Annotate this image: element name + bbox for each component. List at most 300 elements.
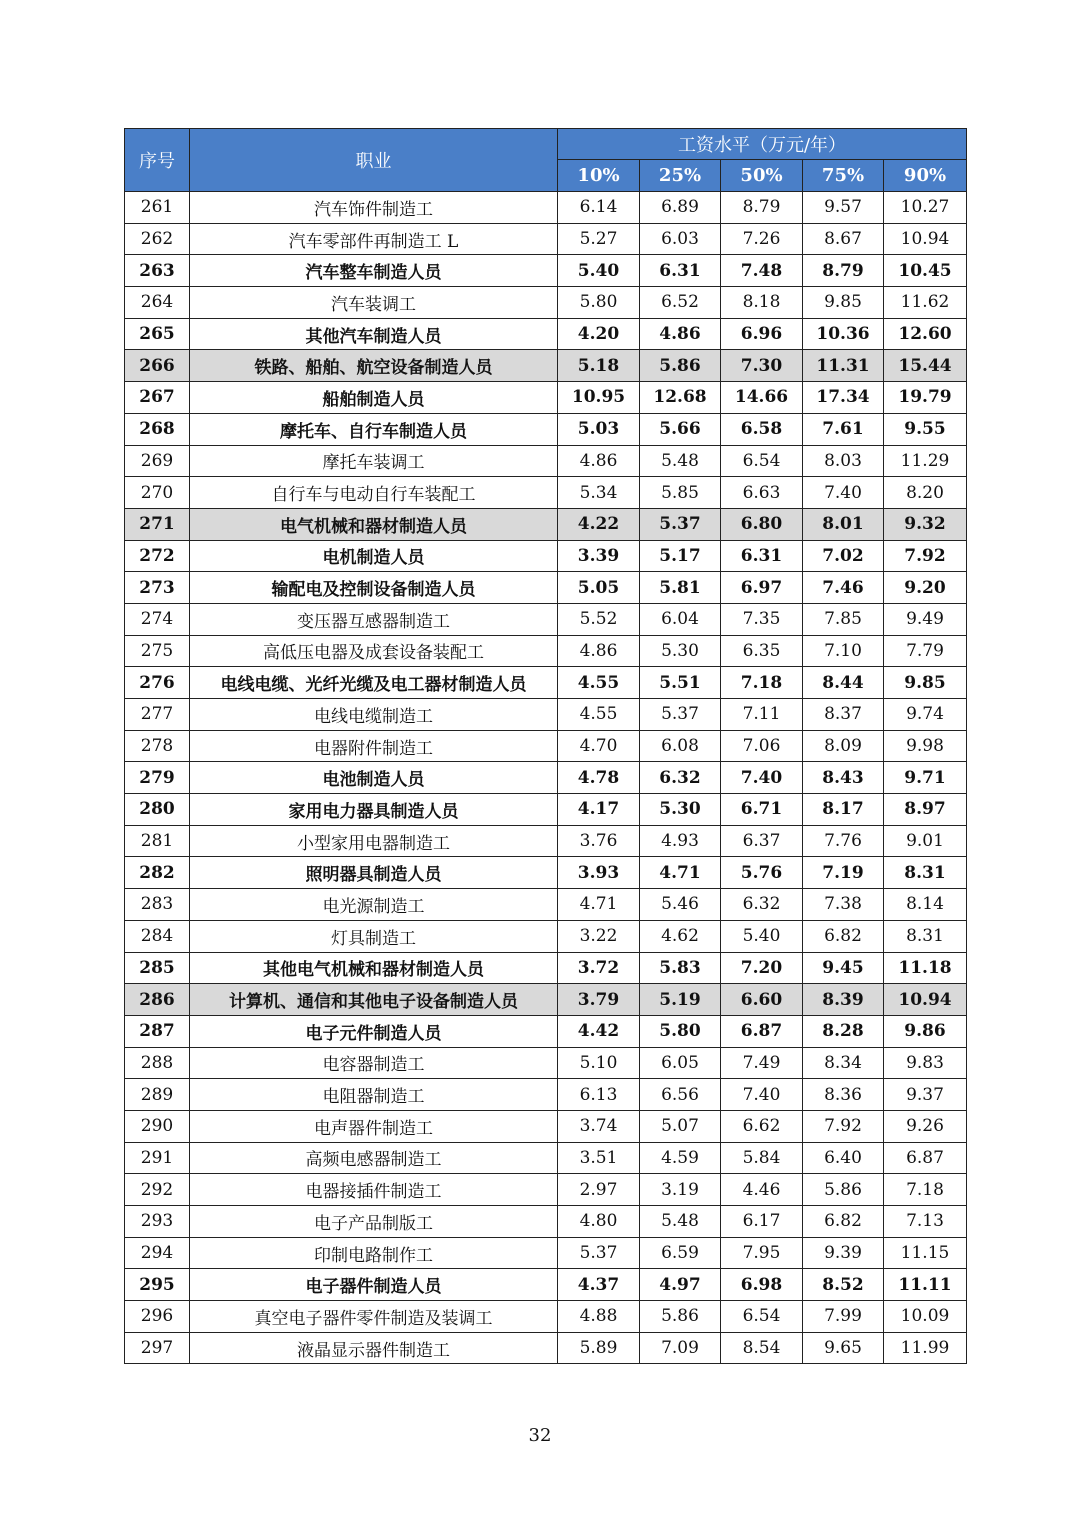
row-p10-cell: 4.71 xyxy=(558,889,640,921)
row-p25-cell: 6.59 xyxy=(640,1237,721,1269)
row-p75-cell: 6.40 xyxy=(803,1142,884,1174)
table-row xyxy=(125,920,967,952)
table-row xyxy=(125,794,967,826)
row-p75-cell: 7.99 xyxy=(803,1301,884,1333)
row-p75-cell: 8.03 xyxy=(803,445,884,477)
row-p50-cell: 6.71 xyxy=(721,794,803,826)
row-occupation-cell: 汽车零部件再制造工 L xyxy=(190,223,558,255)
table-row xyxy=(125,540,967,572)
row-p50-cell: 6.54 xyxy=(721,1301,803,1333)
row-p90-cell: 11.99 xyxy=(884,1332,967,1364)
row-p75-cell: 8.34 xyxy=(803,1047,884,1079)
row-p90-cell: 7.13 xyxy=(884,1206,967,1238)
row-p50-cell: 4.46 xyxy=(721,1174,803,1206)
row-p50-cell: 7.95 xyxy=(721,1237,803,1269)
row-p10-cell: 4.55 xyxy=(558,699,640,731)
row-index-cell: 270 xyxy=(125,477,190,509)
row-p50-cell: 5.84 xyxy=(721,1142,803,1174)
table-row xyxy=(125,1142,967,1174)
row-p10-cell: 3.39 xyxy=(558,540,640,572)
row-p75-cell: 7.46 xyxy=(803,572,884,604)
row-p75-cell: 10.36 xyxy=(803,318,884,350)
row-index-cell: 295 xyxy=(125,1269,190,1301)
table-row xyxy=(125,984,967,1016)
row-p50-cell: 8.54 xyxy=(721,1332,803,1364)
row-p10-cell: 6.13 xyxy=(558,1079,640,1111)
row-index-cell: 282 xyxy=(125,857,190,889)
row-p75-cell: 8.43 xyxy=(803,762,884,794)
row-p10-cell: 4.80 xyxy=(558,1206,640,1238)
row-index-cell: 269 xyxy=(125,445,190,477)
row-p25-cell: 6.08 xyxy=(640,730,721,762)
row-p10-cell: 3.72 xyxy=(558,952,640,984)
row-p10-cell: 3.93 xyxy=(558,857,640,889)
table-row xyxy=(125,1015,967,1047)
row-occupation-cell: 高低压电器及成套设备装配工 xyxy=(190,635,558,667)
row-p10-cell: 5.40 xyxy=(558,255,640,287)
row-p90-cell: 11.29 xyxy=(884,445,967,477)
row-index-cell: 276 xyxy=(125,667,190,699)
table-header xyxy=(125,129,967,192)
row-occupation-cell: 船舶制造人员 xyxy=(190,382,558,414)
table-row xyxy=(125,223,967,255)
row-p90-cell: 15.44 xyxy=(884,350,967,382)
row-p25-cell: 5.85 xyxy=(640,477,721,509)
row-p25-cell: 5.86 xyxy=(640,1301,721,1333)
row-p10-cell: 5.27 xyxy=(558,223,640,255)
table-row xyxy=(125,572,967,604)
row-index-cell: 284 xyxy=(125,920,190,952)
table-row xyxy=(125,445,967,477)
row-p25-cell: 4.93 xyxy=(640,825,721,857)
table-row xyxy=(125,1206,967,1238)
row-index-cell: 278 xyxy=(125,730,190,762)
row-p75-cell: 7.85 xyxy=(803,603,884,635)
row-p50-cell: 7.18 xyxy=(721,667,803,699)
row-p25-cell: 5.48 xyxy=(640,445,721,477)
row-p10-cell: 4.37 xyxy=(558,1269,640,1301)
row-index-cell: 289 xyxy=(125,1079,190,1111)
row-p25-cell: 6.89 xyxy=(640,192,721,224)
row-p90-cell: 7.18 xyxy=(884,1174,967,1206)
row-index-cell: 292 xyxy=(125,1174,190,1206)
table-row xyxy=(125,762,967,794)
row-p50-cell: 6.63 xyxy=(721,477,803,509)
header-p50: 50% xyxy=(721,160,803,192)
row-p75-cell: 8.37 xyxy=(803,699,884,731)
row-p25-cell: 6.03 xyxy=(640,223,721,255)
table-row xyxy=(125,318,967,350)
row-occupation-cell: 液晶显示器件制造工 xyxy=(190,1332,558,1364)
table-row xyxy=(125,667,967,699)
row-p75-cell: 7.61 xyxy=(803,413,884,445)
row-occupation-cell: 电子器件制造人员 xyxy=(190,1269,558,1301)
row-p90-cell: 10.45 xyxy=(884,255,967,287)
row-p25-cell: 6.31 xyxy=(640,255,721,287)
row-p50-cell: 6.62 xyxy=(721,1110,803,1142)
table-row xyxy=(125,825,967,857)
row-index-cell: 265 xyxy=(125,318,190,350)
row-p10-cell: 2.97 xyxy=(558,1174,640,1206)
row-p10-cell: 10.95 xyxy=(558,382,640,414)
row-p90-cell: 8.14 xyxy=(884,889,967,921)
row-p75-cell: 9.57 xyxy=(803,192,884,224)
row-p10-cell: 4.86 xyxy=(558,635,640,667)
row-p90-cell: 8.31 xyxy=(884,857,967,889)
row-p10-cell: 5.89 xyxy=(558,1332,640,1364)
row-occupation-cell: 汽车整车制造人员 xyxy=(190,255,558,287)
row-occupation-cell: 真空电子器件零件制造及装调工 xyxy=(190,1301,558,1333)
row-index-cell: 290 xyxy=(125,1110,190,1142)
row-p90-cell: 8.97 xyxy=(884,794,967,826)
header-p75: 75% xyxy=(803,160,884,192)
row-occupation-cell: 电池制造人员 xyxy=(190,762,558,794)
row-p50-cell: 6.96 xyxy=(721,318,803,350)
row-index-cell: 287 xyxy=(125,1015,190,1047)
row-p25-cell: 5.07 xyxy=(640,1110,721,1142)
row-occupation-cell: 电子元件制造人员 xyxy=(190,1015,558,1047)
row-p10-cell: 5.34 xyxy=(558,477,640,509)
table-body xyxy=(125,192,967,1364)
row-p50-cell: 7.26 xyxy=(721,223,803,255)
row-occupation-cell: 高频电感器制造工 xyxy=(190,1142,558,1174)
row-p25-cell: 5.37 xyxy=(640,699,721,731)
row-p90-cell: 10.94 xyxy=(884,984,967,1016)
header-occupation: 职业 xyxy=(190,129,558,192)
row-p25-cell: 5.37 xyxy=(640,508,721,540)
header-wage-level: 工资水平（万元/年） xyxy=(558,129,967,160)
row-p25-cell: 6.05 xyxy=(640,1047,721,1079)
row-p10-cell: 6.14 xyxy=(558,192,640,224)
row-p10-cell: 3.79 xyxy=(558,984,640,1016)
row-p25-cell: 5.46 xyxy=(640,889,721,921)
table-row xyxy=(125,382,967,414)
row-p90-cell: 10.27 xyxy=(884,192,967,224)
row-occupation-cell: 其他汽车制造人员 xyxy=(190,318,558,350)
row-p75-cell: 8.52 xyxy=(803,1269,884,1301)
row-index-cell: 275 xyxy=(125,635,190,667)
row-occupation-cell: 小型家用电器制造工 xyxy=(190,825,558,857)
table-row xyxy=(125,635,967,667)
row-p90-cell: 11.11 xyxy=(884,1269,967,1301)
row-occupation-cell: 印制电路制作工 xyxy=(190,1237,558,1269)
row-p50-cell: 6.54 xyxy=(721,445,803,477)
row-p90-cell: 11.62 xyxy=(884,287,967,319)
row-index-cell: 264 xyxy=(125,287,190,319)
row-p90-cell: 9.01 xyxy=(884,825,967,857)
row-p75-cell: 8.67 xyxy=(803,223,884,255)
row-p25-cell: 5.51 xyxy=(640,667,721,699)
row-p50-cell: 7.49 xyxy=(721,1047,803,1079)
row-p50-cell: 7.11 xyxy=(721,699,803,731)
row-p75-cell: 17.34 xyxy=(803,382,884,414)
row-p10-cell: 4.78 xyxy=(558,762,640,794)
row-p10-cell: 5.03 xyxy=(558,413,640,445)
table-row xyxy=(125,1332,967,1364)
row-p50-cell: 6.98 xyxy=(721,1269,803,1301)
table-row xyxy=(125,1110,967,1142)
row-occupation-cell: 汽车饰件制造工 xyxy=(190,192,558,224)
row-p90-cell: 9.55 xyxy=(884,413,967,445)
row-p50-cell: 6.32 xyxy=(721,889,803,921)
row-p25-cell: 5.66 xyxy=(640,413,721,445)
row-p25-cell: 4.62 xyxy=(640,920,721,952)
row-p25-cell: 5.80 xyxy=(640,1015,721,1047)
row-index-cell: 266 xyxy=(125,350,190,382)
row-p10-cell: 5.52 xyxy=(558,603,640,635)
row-p25-cell: 4.97 xyxy=(640,1269,721,1301)
row-p75-cell: 7.76 xyxy=(803,825,884,857)
row-index-cell: 273 xyxy=(125,572,190,604)
row-index-cell: 293 xyxy=(125,1206,190,1238)
row-p50-cell: 6.35 xyxy=(721,635,803,667)
row-p50-cell: 5.76 xyxy=(721,857,803,889)
row-p90-cell: 7.92 xyxy=(884,540,967,572)
row-p75-cell: 7.92 xyxy=(803,1110,884,1142)
table-row xyxy=(125,603,967,635)
table-row xyxy=(125,889,967,921)
row-p90-cell: 9.85 xyxy=(884,667,967,699)
page-number: 32 xyxy=(528,1425,552,1446)
row-p10-cell: 4.70 xyxy=(558,730,640,762)
row-p50-cell: 7.06 xyxy=(721,730,803,762)
row-p25-cell: 5.81 xyxy=(640,572,721,604)
row-p75-cell: 8.28 xyxy=(803,1015,884,1047)
row-p25-cell: 4.59 xyxy=(640,1142,721,1174)
row-occupation-cell: 电气机械和器材制造人员 xyxy=(190,508,558,540)
row-p25-cell: 5.48 xyxy=(640,1206,721,1238)
row-p90-cell: 9.37 xyxy=(884,1079,967,1111)
table-row xyxy=(125,730,967,762)
row-index-cell: 297 xyxy=(125,1332,190,1364)
table-row xyxy=(125,1269,967,1301)
row-p10-cell: 3.76 xyxy=(558,825,640,857)
row-occupation-cell: 灯具制造工 xyxy=(190,920,558,952)
row-index-cell: 281 xyxy=(125,825,190,857)
row-p10-cell: 3.74 xyxy=(558,1110,640,1142)
row-index-cell: 285 xyxy=(125,952,190,984)
row-occupation-cell: 计算机、通信和其他电子设备制造人员 xyxy=(190,984,558,1016)
row-p75-cell: 8.39 xyxy=(803,984,884,1016)
row-p75-cell: 11.31 xyxy=(803,350,884,382)
row-index-cell: 280 xyxy=(125,794,190,826)
row-p90-cell: 9.74 xyxy=(884,699,967,731)
row-index-cell: 272 xyxy=(125,540,190,572)
row-p25-cell: 7.09 xyxy=(640,1332,721,1364)
row-p75-cell: 9.45 xyxy=(803,952,884,984)
row-index-cell: 279 xyxy=(125,762,190,794)
row-occupation-cell: 电光源制造工 xyxy=(190,889,558,921)
row-p25-cell: 6.56 xyxy=(640,1079,721,1111)
row-p75-cell: 9.39 xyxy=(803,1237,884,1269)
row-index-cell: 268 xyxy=(125,413,190,445)
row-p10-cell: 3.22 xyxy=(558,920,640,952)
row-p75-cell: 9.85 xyxy=(803,287,884,319)
header-p90: 90% xyxy=(884,160,967,192)
row-occupation-cell: 电线电缆制造工 xyxy=(190,699,558,731)
row-index-cell: 267 xyxy=(125,382,190,414)
row-p10-cell: 4.86 xyxy=(558,445,640,477)
row-p10-cell: 4.55 xyxy=(558,667,640,699)
row-occupation-cell: 电声器件制造工 xyxy=(190,1110,558,1142)
row-p10-cell: 5.18 xyxy=(558,350,640,382)
row-index-cell: 271 xyxy=(125,508,190,540)
row-p50-cell: 8.18 xyxy=(721,287,803,319)
row-p25-cell: 5.30 xyxy=(640,635,721,667)
row-p10-cell: 5.05 xyxy=(558,572,640,604)
table-row xyxy=(125,1047,967,1079)
row-p90-cell: 19.79 xyxy=(884,382,967,414)
row-occupation-cell: 电机制造人员 xyxy=(190,540,558,572)
row-index-cell: 286 xyxy=(125,984,190,1016)
row-p90-cell: 9.83 xyxy=(884,1047,967,1079)
row-p75-cell: 8.09 xyxy=(803,730,884,762)
table-row xyxy=(125,1079,967,1111)
row-p90-cell: 9.86 xyxy=(884,1015,967,1047)
row-p50-cell: 8.79 xyxy=(721,192,803,224)
header-p10: 10% xyxy=(558,160,640,192)
row-index-cell: 274 xyxy=(125,603,190,635)
row-p50-cell: 14.66 xyxy=(721,382,803,414)
row-p90-cell: 11.18 xyxy=(884,952,967,984)
row-occupation-cell: 自行车与电动自行车装配工 xyxy=(190,477,558,509)
row-p50-cell: 7.40 xyxy=(721,762,803,794)
row-p10-cell: 4.20 xyxy=(558,318,640,350)
row-index-cell: 283 xyxy=(125,889,190,921)
row-p10-cell: 4.88 xyxy=(558,1301,640,1333)
row-p90-cell: 9.49 xyxy=(884,603,967,635)
table-row xyxy=(125,413,967,445)
row-occupation-cell: 汽车装调工 xyxy=(190,287,558,319)
row-p25-cell: 4.86 xyxy=(640,318,721,350)
row-occupation-cell: 电器接插件制造工 xyxy=(190,1174,558,1206)
row-occupation-cell: 家用电力器具制造人员 xyxy=(190,794,558,826)
row-index-cell: 294 xyxy=(125,1237,190,1269)
table-row xyxy=(125,857,967,889)
row-p75-cell: 8.01 xyxy=(803,508,884,540)
row-occupation-cell: 其他电气机械和器材制造人员 xyxy=(190,952,558,984)
row-p75-cell: 6.82 xyxy=(803,1206,884,1238)
row-p90-cell: 9.26 xyxy=(884,1110,967,1142)
row-p90-cell: 12.60 xyxy=(884,318,967,350)
row-occupation-cell: 铁路、船舶、航空设备制造人员 xyxy=(190,350,558,382)
row-occupation-cell: 电容器制造工 xyxy=(190,1047,558,1079)
table-row xyxy=(125,1301,967,1333)
table-row xyxy=(125,1237,967,1269)
row-index-cell: 288 xyxy=(125,1047,190,1079)
row-p50-cell: 6.31 xyxy=(721,540,803,572)
row-p75-cell: 7.38 xyxy=(803,889,884,921)
row-p10-cell: 4.22 xyxy=(558,508,640,540)
row-p75-cell: 8.44 xyxy=(803,667,884,699)
row-p25-cell: 5.19 xyxy=(640,984,721,1016)
table-row xyxy=(125,1174,967,1206)
row-occupation-cell: 电线电缆、光纤光缆及电工器材制造人员 xyxy=(190,667,558,699)
row-index-cell: 261 xyxy=(125,192,190,224)
row-p75-cell: 6.82 xyxy=(803,920,884,952)
row-occupation-cell: 电子产品制版工 xyxy=(190,1206,558,1238)
row-p50-cell: 7.20 xyxy=(721,952,803,984)
row-p90-cell: 10.09 xyxy=(884,1301,967,1333)
row-p25-cell: 5.83 xyxy=(640,952,721,984)
table-row xyxy=(125,350,967,382)
row-p90-cell: 7.79 xyxy=(884,635,967,667)
row-p90-cell: 9.71 xyxy=(884,762,967,794)
row-p25-cell: 6.04 xyxy=(640,603,721,635)
row-p90-cell: 6.87 xyxy=(884,1142,967,1174)
header-p25: 25% xyxy=(640,160,721,192)
row-p50-cell: 6.17 xyxy=(721,1206,803,1238)
row-p50-cell: 6.60 xyxy=(721,984,803,1016)
table-row xyxy=(125,477,967,509)
row-p90-cell: 11.15 xyxy=(884,1237,967,1269)
row-p25-cell: 6.32 xyxy=(640,762,721,794)
row-p25-cell: 6.52 xyxy=(640,287,721,319)
wage-table xyxy=(124,128,967,1364)
row-p25-cell: 5.17 xyxy=(640,540,721,572)
row-p90-cell: 10.94 xyxy=(884,223,967,255)
row-p50-cell: 7.35 xyxy=(721,603,803,635)
row-occupation-cell: 电阻器制造工 xyxy=(190,1079,558,1111)
row-p25-cell: 3.19 xyxy=(640,1174,721,1206)
table-row xyxy=(125,255,967,287)
row-p10-cell: 5.10 xyxy=(558,1047,640,1079)
row-p10-cell: 3.51 xyxy=(558,1142,640,1174)
row-occupation-cell: 摩托车、自行车制造人员 xyxy=(190,413,558,445)
row-index-cell: 291 xyxy=(125,1142,190,1174)
row-p25-cell: 5.30 xyxy=(640,794,721,826)
row-p90-cell: 8.31 xyxy=(884,920,967,952)
row-p50-cell: 6.37 xyxy=(721,825,803,857)
row-p50-cell: 6.58 xyxy=(721,413,803,445)
row-p75-cell: 8.36 xyxy=(803,1079,884,1111)
table-row xyxy=(125,287,967,319)
row-p75-cell: 7.10 xyxy=(803,635,884,667)
row-p50-cell: 6.80 xyxy=(721,508,803,540)
row-occupation-cell: 变压器互感器制造工 xyxy=(190,603,558,635)
row-p25-cell: 4.71 xyxy=(640,857,721,889)
row-p90-cell: 9.98 xyxy=(884,730,967,762)
row-p75-cell: 9.65 xyxy=(803,1332,884,1364)
table-row xyxy=(125,952,967,984)
row-p90-cell: 9.32 xyxy=(884,508,967,540)
row-p50-cell: 7.40 xyxy=(721,1079,803,1111)
row-occupation-cell: 摩托车装调工 xyxy=(190,445,558,477)
row-p50-cell: 5.40 xyxy=(721,920,803,952)
row-index-cell: 262 xyxy=(125,223,190,255)
row-p90-cell: 9.20 xyxy=(884,572,967,604)
row-index-cell: 296 xyxy=(125,1301,190,1333)
row-index-cell: 263 xyxy=(125,255,190,287)
row-p10-cell: 5.37 xyxy=(558,1237,640,1269)
row-occupation-cell: 照明器具制造人员 xyxy=(190,857,558,889)
row-p75-cell: 8.79 xyxy=(803,255,884,287)
row-p75-cell: 5.86 xyxy=(803,1174,884,1206)
row-p25-cell: 12.68 xyxy=(640,382,721,414)
header-index: 序号 xyxy=(125,129,190,192)
row-p50-cell: 7.30 xyxy=(721,350,803,382)
row-p90-cell: 8.20 xyxy=(884,477,967,509)
table-row xyxy=(125,699,967,731)
row-p10-cell: 5.80 xyxy=(558,287,640,319)
row-p50-cell: 6.97 xyxy=(721,572,803,604)
row-p75-cell: 7.40 xyxy=(803,477,884,509)
row-p50-cell: 7.48 xyxy=(721,255,803,287)
row-p50-cell: 6.87 xyxy=(721,1015,803,1047)
row-p10-cell: 4.17 xyxy=(558,794,640,826)
row-p25-cell: 5.86 xyxy=(640,350,721,382)
table-row xyxy=(125,508,967,540)
